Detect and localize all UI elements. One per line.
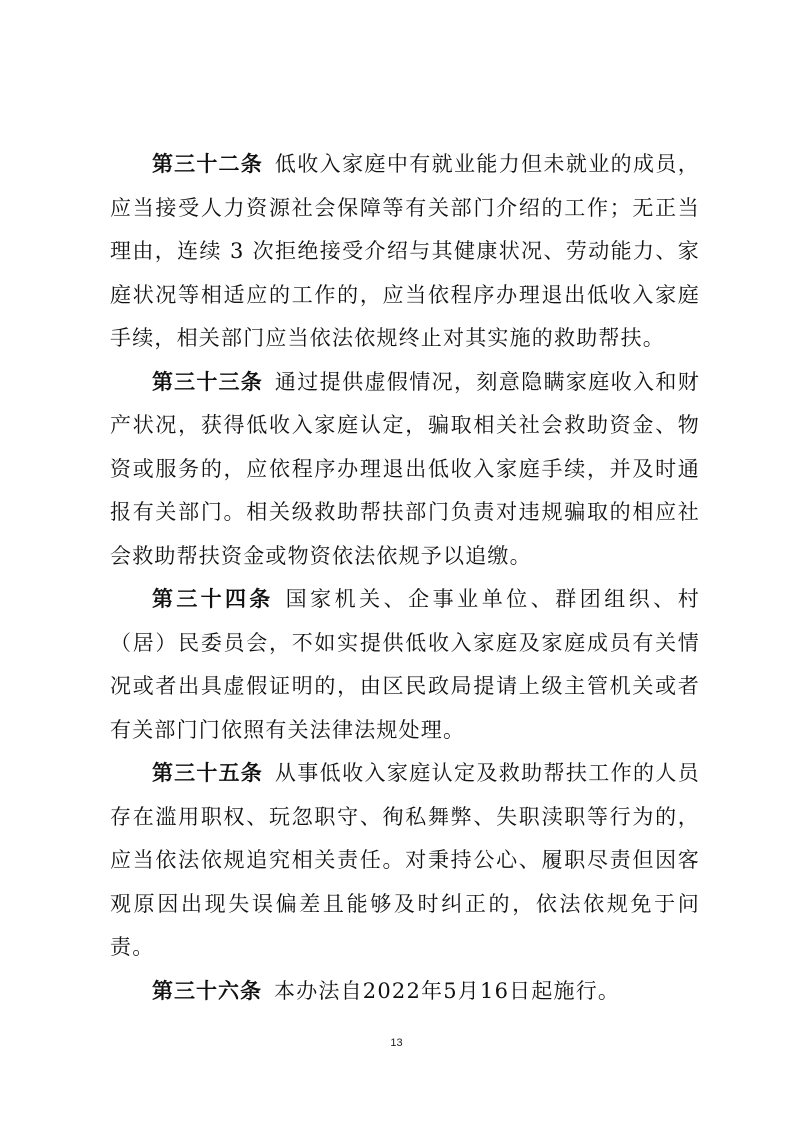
article-33 bbox=[110, 361, 700, 579]
article-32 bbox=[110, 143, 700, 361]
article-text: 通过提供虚假情况，刻意隐瞒家庭收入和财产状况，获得低收入家庭认定，骗取相关社会救助资金、物资或服务的，应依程序办理退出低收入家庭手续，并及时通报有关部门。相关级救助帮扶部门负责对违规骗取的相应社会救助帮扶资金或物资依法依规予以追缴。 bbox=[110, 369, 700, 568]
article-text: 本办法自2022年5月16日起施行。 bbox=[274, 978, 621, 1003]
article-text: 国家机关、企事业单位、群团组织、村（居）民委员会，不如实提供低收入家庭及家庭成员有关情况或者出具虚假证明的，由区民政局提请上级主管机关或者有关部门门依照有关法律法规处理。 bbox=[110, 587, 701, 742]
article-list bbox=[110, 143, 700, 1013]
article-heading: 第三十三条 bbox=[152, 369, 263, 394]
article-heading: 第三十四条 bbox=[152, 587, 274, 611]
article-heading: 第三十六条 bbox=[152, 978, 262, 1003]
article-text: 从事低收入家庭认定及救助帮扶工作的人员存在滥用职权、玩忽职守、徇私舞弊、失职渎职等行为的，应当依法依规追究相关责任。对秉持公心、履职尽责但因客观原因出现失误偏差且能够及时纠正的，依法依规免于问责。 bbox=[110, 761, 700, 959]
page-number: 13 bbox=[390, 1037, 403, 1049]
article-34 bbox=[110, 578, 700, 752]
article-text: 低收入家庭中有就业能力但未就业的成员，应当接受人力资源社会保障等有关部门介绍的工作；无正当理由，连续 3 次拒绝接受介绍与其健康状况、劳动能力、家庭状况等相适应的工作的，应当依程序办理退出低收入家庭手续，相关部门应当依法依规终止对其实施的救助帮扶。 bbox=[110, 152, 700, 350]
article-heading: 第三十二条 bbox=[152, 152, 263, 176]
article-heading: 第三十五条 bbox=[152, 761, 263, 785]
article-35 bbox=[110, 752, 700, 970]
article-36 bbox=[110, 970, 700, 1014]
